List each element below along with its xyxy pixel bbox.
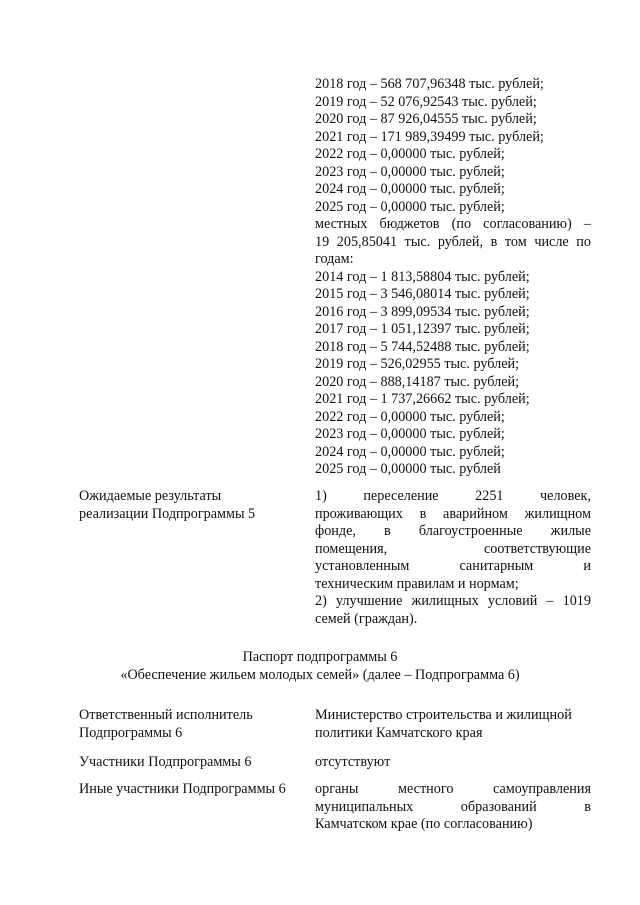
funding-line: 2023 год – 0,00000 тыс. рублей; [315,426,505,442]
result-line: техническим правилам и нормам; [315,576,519,592]
funding-line: 2021 год – 1 737,26662 тыс. рублей; [315,391,530,407]
funding-line: 2024 год – 0,00000 тыс. рублей; [315,444,505,460]
row-label: Иные участники Подпрограммы 6 [79,781,286,797]
funding-line: 2017 год – 1 051,12397 тыс. рублей; [315,321,530,337]
local-budget-line: 19 205,85041 тыс. рублей, в том числе по [315,234,591,250]
funding-line: 2019 год – 526,02955 тыс. рублей; [315,356,520,372]
funding-line: 2016 год – 3 899,09534 тыс. рублей; [315,304,530,320]
row-value: политики Камчатского края [315,725,483,741]
funding-line: 2024 год – 0,00000 тыс. рублей; [315,181,505,197]
funding-line: 2018 год – 568 707,96348 тыс. рублей; [315,76,544,92]
row-label: Ответственный исполнитель [79,707,253,723]
row-value: муниципальных образований в [315,799,591,815]
result-line: установленным санитарным и [315,558,591,574]
funding-line: 2014 год – 1 813,58804 тыс. рублей; [315,269,530,285]
result-line: 1) переселение 2251 человек, [315,488,591,504]
funding-line: 2020 год – 87 926,04555 тыс. рублей; [315,111,537,127]
row-value: отсутствуют [315,754,391,770]
funding-line: 2022 год – 0,00000 тыс. рублей; [315,146,505,162]
result-line: фонде, в благоустроенные жилые [315,523,591,539]
funding-line: 2018 год – 5 744,52488 тыс. рублей; [315,339,530,355]
funding-line: 2019 год – 52 076,92543 тыс. рублей; [315,94,537,110]
result-line: помещения, соответствующие [315,541,591,557]
row-value: органы местного самоуправления [315,781,591,797]
row-label: Ожидаемые результаты [79,488,222,504]
funding-line: 2021 год – 171 989,39499 тыс. рублей; [315,129,544,145]
funding-line: 2025 год – 0,00000 тыс. рублей; [315,199,505,215]
row-value: Министерство строительства и жилищной [315,707,572,723]
passport-title: Паспорт подпрограммы 6 [242,649,398,665]
result-line: проживающих в аварийном жилищном [315,506,591,522]
row-value: Камчатском крае (по согласованию) [315,816,533,832]
row-label: Участники Подпрограммы 6 [79,754,252,770]
funding-line: 2025 год – 0,00000 тыс. рублей [315,461,501,477]
funding-line: 2015 год – 3 546,08014 тыс. рублей; [315,286,530,302]
local-budget-line: годам: [315,251,354,267]
local-budget-line: местных бюджетов (по согласованию) – [315,216,591,232]
row-label: Подпрограммы 6 [79,725,183,741]
result-line: семей (граждан). [315,611,418,627]
row-label: реализации Подпрограммы 5 [79,506,256,522]
funding-line: 2023 год – 0,00000 тыс. рублей; [315,164,505,180]
passport-subtitle: «Обеспечение жильем молодых семей» (далее – Подпрограмма 6) [120,667,520,683]
funding-line: 2022 год – 0,00000 тыс. рублей; [315,409,505,425]
result-line: 2) улучшение жилищных условий – 1019 [315,593,591,609]
funding-line: 2020 год – 888,14187 тыс. рублей; [315,374,520,390]
